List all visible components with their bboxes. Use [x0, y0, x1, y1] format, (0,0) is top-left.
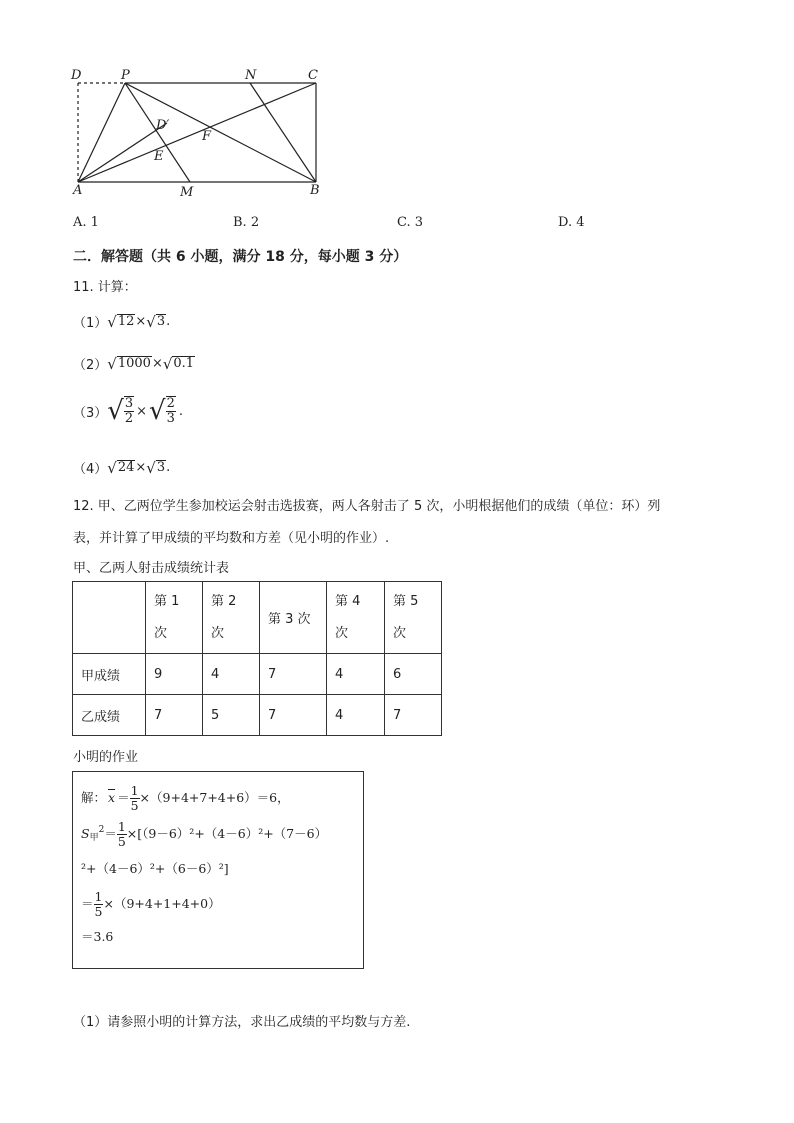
table-header-cell: 第 5 次	[385, 582, 442, 654]
table-cell: 6	[385, 654, 442, 695]
numerator: 1	[94, 888, 103, 904]
times-sign: ×	[135, 460, 147, 475]
fraction	[130, 784, 140, 813]
q12-sub-question-1: （1）请参照小明的计算方法，求出乙成绩的平均数与方差.	[73, 1015, 411, 1030]
equals-sign: ＝	[104, 826, 117, 841]
label-a: A	[73, 183, 83, 198]
equals-sign: ＝	[117, 790, 130, 805]
radicand: 1000	[117, 356, 151, 371]
option-b: B. 2	[233, 215, 260, 230]
work-box	[72, 771, 364, 969]
work-line-5: ＝3.6	[81, 929, 114, 944]
table-cell: 9	[146, 654, 203, 695]
variance-power: 2	[98, 825, 105, 835]
label-m: M	[180, 185, 194, 200]
table-header-cell: 第 4 次	[327, 582, 385, 654]
table-header-row	[73, 582, 442, 654]
score-table	[72, 581, 442, 736]
option-a: A. 1	[73, 215, 99, 230]
denominator: 5	[130, 797, 139, 813]
label-d: D	[71, 68, 82, 83]
radical-icon: √	[149, 396, 166, 426]
option-d: D. 4	[558, 215, 585, 230]
variance-symbol: S	[81, 826, 90, 841]
work-line-1	[81, 782, 355, 814]
radical-icon: √	[146, 458, 156, 477]
item-label: （4）	[73, 462, 108, 477]
radical-icon: √	[146, 312, 156, 331]
item-label: （2）	[73, 358, 108, 373]
end-mark: .	[166, 314, 171, 329]
fraction	[117, 820, 127, 849]
radical-icon: √	[107, 354, 117, 373]
table-cell: 5	[203, 695, 260, 736]
row-label: 乙成绩	[73, 695, 146, 736]
work-prefix: 解：	[81, 790, 107, 805]
numerator: 2	[166, 396, 175, 411]
table-header-cell: 第 3 次	[260, 582, 327, 654]
q11-item-2	[73, 354, 195, 373]
table-cell: 4	[327, 654, 385, 695]
label-f: F	[202, 129, 212, 144]
fraction	[166, 396, 176, 426]
work-line-4	[81, 884, 355, 924]
geometry-figure	[60, 62, 340, 202]
q11-item-1	[73, 312, 170, 331]
denominator: 5	[117, 833, 126, 849]
label-d-prime: D′	[156, 118, 170, 133]
end-mark: .	[178, 403, 184, 419]
q12-line-1: 12. 甲、乙两位学生参加校运会射击选拔赛，两人各射击了 5 次，小明根据他们的成绩（单位：环）列	[73, 499, 661, 514]
label-n: N	[245, 68, 257, 83]
variance-subscript: 甲	[89, 833, 99, 843]
end-mark: .	[166, 460, 171, 475]
numerator: 1	[117, 818, 126, 834]
section-title: 二．解答题（共 6 小题，满分 18 分，每小题 3 分）	[73, 249, 408, 265]
radicand: 3	[156, 314, 166, 329]
equals-sign: ＝	[81, 896, 94, 911]
q11-item-3	[73, 396, 183, 426]
table-row	[73, 695, 442, 736]
row-label: 甲成绩	[73, 654, 146, 695]
work-title: 小明的作业	[73, 750, 139, 765]
radicand: 12	[117, 314, 135, 329]
q11-stem: 11. 计算：	[73, 280, 137, 295]
radicand: 3	[156, 460, 166, 475]
numerator: 3	[124, 396, 134, 411]
q12-line-2: 表，并计算了甲成绩的平均数和方差（见小明的作业）.	[73, 531, 390, 546]
table-cell: 4	[327, 695, 385, 736]
denominator: 5	[94, 903, 103, 919]
label-p: P	[121, 68, 130, 83]
table-title: 甲、乙两人射击成绩统计表	[73, 561, 230, 576]
radical-icon: √	[107, 458, 117, 477]
table-header-cell: 第 2 次	[203, 582, 260, 654]
radical-icon: √	[162, 354, 173, 373]
times-sign: ×	[135, 314, 147, 329]
label-b: B	[310, 183, 320, 198]
label-c: C	[308, 68, 318, 83]
radicand: 0.1	[173, 356, 195, 371]
segment-ap	[78, 83, 125, 182]
table-row	[73, 654, 442, 695]
segment-nb	[250, 83, 316, 182]
table-cell: 7	[385, 695, 442, 736]
table-header-cell: 第 1 次	[146, 582, 203, 654]
mean-symbol: $\overline{x}$	[108, 790, 116, 805]
table-cell: 4	[203, 654, 260, 695]
fraction	[94, 890, 104, 919]
times-sign: ×	[151, 356, 163, 371]
table-cell: 7	[260, 695, 327, 736]
q11-item-4	[73, 458, 170, 477]
denominator: 2	[124, 411, 134, 426]
numerator: 1	[130, 782, 139, 798]
denominator: 3	[166, 411, 175, 426]
work-expression: ×[（9－6）²+（4－6）²+（7－6）	[126, 826, 328, 841]
radicand: 24	[117, 460, 135, 475]
label-e: E	[154, 149, 164, 164]
work-expression: ×（9+4+1+4+0）	[103, 896, 221, 911]
radical-icon: √	[107, 396, 124, 426]
radical-icon: √	[107, 312, 117, 331]
table-cell: 7	[146, 695, 203, 736]
item-label: （1）	[73, 316, 108, 331]
segment-ac	[78, 83, 316, 182]
table-corner-cell	[73, 582, 146, 654]
option-c: C. 3	[397, 215, 424, 230]
work-line-3: ²+（4－6）²+（6－6）²]	[81, 861, 229, 876]
work-expression: ×（9+4+7+4+6）＝6，	[139, 790, 290, 805]
item-label: （3）	[73, 405, 108, 421]
fraction	[124, 396, 134, 426]
table-cell: 7	[260, 654, 327, 695]
work-line-2	[81, 814, 355, 854]
times-sign: ×	[136, 403, 148, 419]
